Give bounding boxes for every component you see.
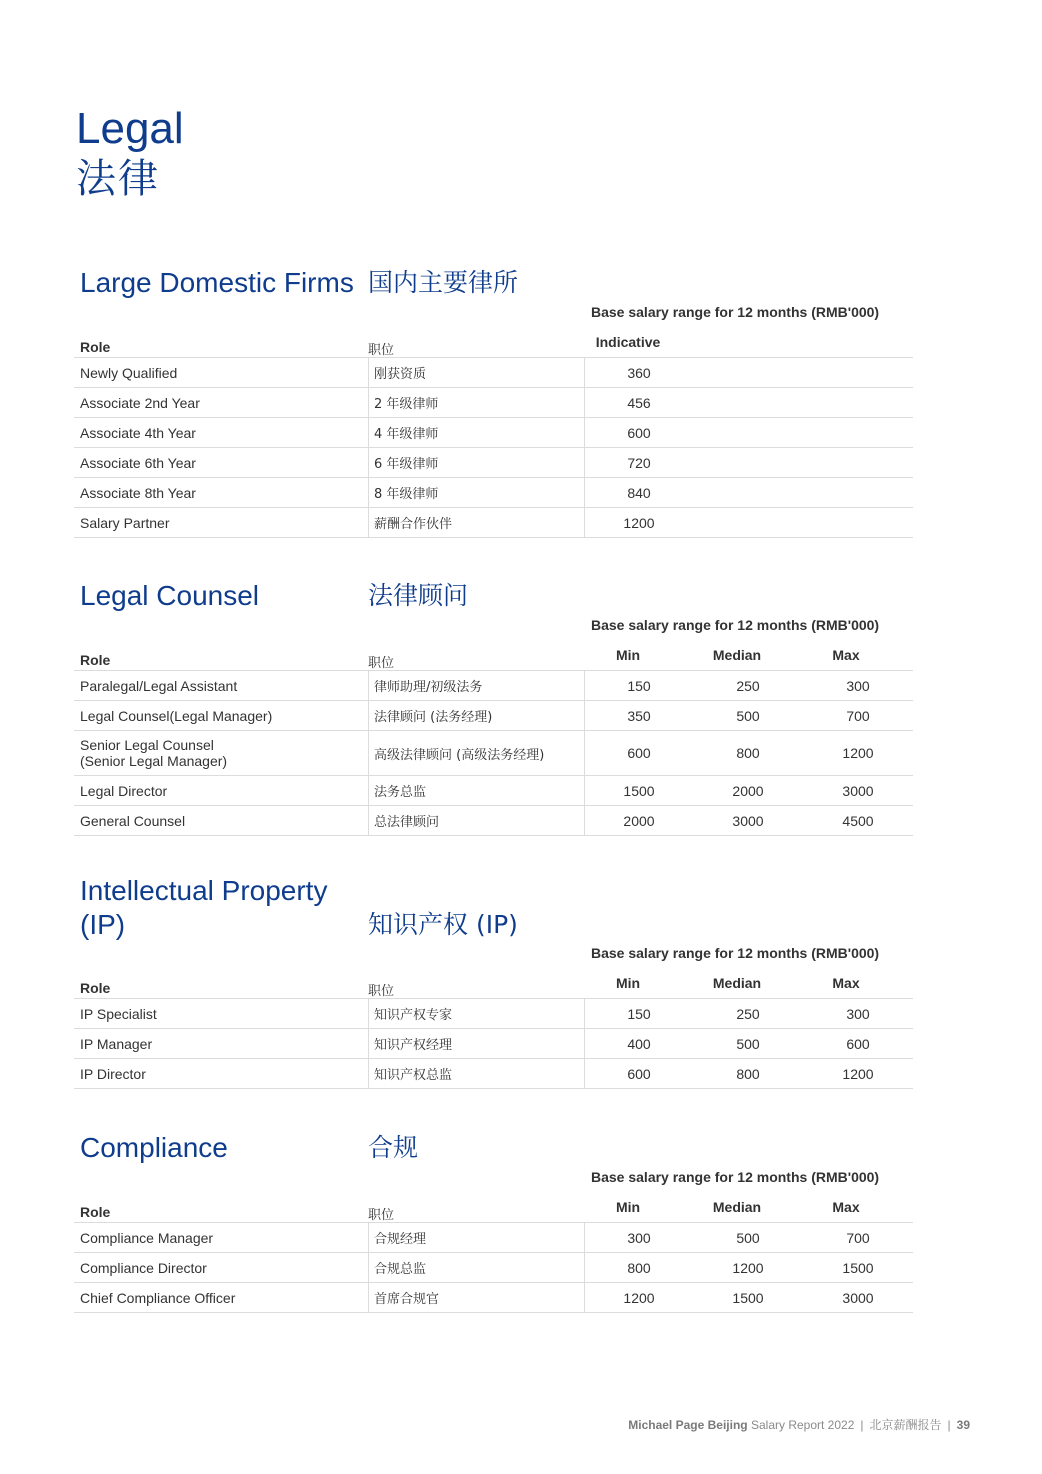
col-header-role: Role — [80, 1204, 111, 1220]
table-row — [74, 1223, 913, 1253]
median-cell: 500 — [693, 1029, 803, 1059]
table-row — [74, 999, 913, 1029]
footer-report: Salary Report 2022 — [750, 1418, 855, 1432]
min-cell: 600 — [585, 731, 694, 776]
indicative-cell: 600 — [585, 418, 694, 448]
salary-table — [74, 670, 913, 836]
role-cell: Legal Director — [74, 776, 369, 806]
median-cell: 800 — [693, 1059, 803, 1089]
min-cell: 350 — [585, 701, 694, 731]
role-zh-cell: 知识产权总监 — [369, 1059, 585, 1089]
role-zh-cell: 刚获资质 — [369, 358, 585, 388]
role-cell: Compliance Director — [74, 1253, 369, 1283]
table-row — [74, 731, 913, 776]
max-cell: 3000 — [803, 776, 913, 806]
max-cell: 300 — [803, 999, 913, 1029]
salary-table — [74, 357, 913, 538]
section-title-zh: 法律顾问 — [368, 581, 469, 610]
median-cell: 1500 — [693, 1283, 803, 1313]
table-row — [74, 508, 913, 538]
col-header-zh: 职位 — [368, 656, 395, 671]
max-cell: 1500 — [803, 1253, 913, 1283]
median-cell: 500 — [693, 1223, 803, 1253]
section-title-en — [80, 874, 327, 942]
median-cell: 1200 — [693, 1253, 803, 1283]
min-cell: 1500 — [585, 776, 694, 806]
role-cell: Paralegal/Legal Assistant — [74, 671, 369, 701]
section-title-en: Compliance — [80, 1132, 228, 1163]
table-row — [74, 418, 913, 448]
col-header-median: Median — [712, 975, 762, 991]
page-number: 39 — [956, 1418, 970, 1432]
role-zh-cell: 总法律顾问 — [369, 806, 585, 836]
table-row — [74, 1059, 913, 1089]
min-cell: 2000 — [585, 806, 694, 836]
median-cell: 3000 — [693, 806, 803, 836]
range-header: Base salary range for 12 months (RMB'000) — [591, 945, 880, 961]
table-row — [74, 776, 913, 806]
col-header-zh: 职位 — [368, 343, 395, 358]
median-cell: 800 — [693, 731, 803, 776]
footer-separator: | — [860, 1418, 864, 1432]
table-row — [74, 671, 913, 701]
role-cell: Compliance Manager — [74, 1223, 369, 1253]
min-cell: 600 — [585, 1059, 694, 1089]
col-header-max: Max — [832, 975, 860, 991]
role-zh-cell: 高级法律顾问 (高级法务经理) — [369, 731, 585, 776]
median-cell: 2000 — [693, 776, 803, 806]
max-cell: 600 — [803, 1029, 913, 1059]
median-cell: 250 — [693, 999, 803, 1029]
median-cell: 250 — [693, 671, 803, 701]
role-cell: Salary Partner — [74, 508, 369, 538]
indicative-cell: 840 — [585, 478, 694, 508]
page-title — [76, 104, 184, 204]
table-row — [74, 1029, 913, 1059]
table-row — [74, 1283, 913, 1313]
role-cell: Associate 8th Year — [74, 478, 369, 508]
role-zh-cell: 4 年级律师 — [369, 418, 585, 448]
min-cell: 150 — [585, 671, 694, 701]
col-header-role: Role — [80, 980, 111, 996]
section-title-zh: 合规 — [368, 1133, 419, 1162]
min-cell: 1200 — [585, 1283, 694, 1313]
table-row — [74, 358, 913, 388]
footer-brand: Michael Page Beijing — [628, 1418, 748, 1432]
section-title-en-line-1: Intellectual Property — [80, 875, 328, 906]
role-cell: Newly Qualified — [74, 358, 369, 388]
min-cell: 150 — [585, 999, 694, 1029]
role-cell: Associate 2nd Year — [74, 388, 369, 418]
col-header-median: Median — [712, 647, 762, 663]
role-zh-cell: 知识产权专家 — [369, 999, 585, 1029]
role-zh-cell: 合规总监 — [369, 1253, 585, 1283]
indicative-cell: 360 — [585, 358, 694, 388]
max-cell: 3000 — [803, 1283, 913, 1313]
role-zh-cell: 2 年级律师 — [369, 388, 585, 418]
max-cell: 300 — [803, 671, 913, 701]
col-header-zh: 职位 — [368, 984, 395, 999]
col-header-min: Min — [615, 647, 641, 663]
salary-table — [74, 1222, 913, 1313]
col-header-min: Min — [615, 1199, 641, 1215]
role-zh-cell: 6 年级律师 — [369, 448, 585, 478]
role-zh-cell: 知识产权经理 — [369, 1029, 585, 1059]
section-title-en-line-2: (IP) — [80, 909, 126, 940]
role-cell: Associate 4th Year — [74, 418, 369, 448]
col-header-zh: 职位 — [368, 1208, 395, 1223]
section-title-zh: 国内主要律所 — [368, 268, 519, 297]
page-footer — [628, 1416, 970, 1433]
section-title-zh: 知识产权 (IP) — [368, 910, 518, 939]
section-title-en: Large Domestic Firms — [80, 267, 354, 298]
role-cell — [74, 731, 369, 776]
col-header-min: Min — [615, 975, 641, 991]
role-cell: General Counsel — [74, 806, 369, 836]
max-cell: 4500 — [803, 806, 913, 836]
page-title-zh: 法律 — [76, 156, 160, 202]
max-cell: 700 — [803, 701, 913, 731]
range-header: Base salary range for 12 months (RMB'000) — [591, 617, 880, 633]
table-row — [74, 701, 913, 731]
role-zh-cell: 合规经理 — [369, 1223, 585, 1253]
col-header-max: Max — [832, 1199, 860, 1215]
table-row — [74, 806, 913, 836]
role-zh-cell: 首席合规官 — [369, 1283, 585, 1313]
footer-report-zh: 北京薪酬报告 — [869, 1418, 942, 1432]
table-row — [74, 388, 913, 418]
max-cell: 700 — [803, 1223, 913, 1253]
role-cell: Chief Compliance Officer — [74, 1283, 369, 1313]
min-cell: 400 — [585, 1029, 694, 1059]
salary-table — [74, 998, 913, 1089]
table-row — [74, 478, 913, 508]
role-zh-cell: 律师助理/初级法务 — [369, 671, 585, 701]
role-line-1: Senior Legal Counsel — [80, 737, 214, 753]
indicative-cell: 720 — [585, 448, 694, 478]
col-header-role: Role — [80, 339, 111, 355]
range-header: Base salary range for 12 months (RMB'000) — [591, 304, 880, 320]
range-header: Base salary range for 12 months (RMB'000) — [591, 1169, 880, 1185]
min-cell: 800 — [585, 1253, 694, 1283]
role-zh-cell: 法律顾问 (法务经理) — [369, 701, 585, 731]
role-cell: IP Specialist — [74, 999, 369, 1029]
median-cell: 500 — [693, 701, 803, 731]
section-title-en: Legal Counsel — [80, 580, 260, 611]
role-zh-cell: 法务总监 — [369, 776, 585, 806]
min-cell: 300 — [585, 1223, 694, 1253]
page-title-en: Legal — [76, 104, 184, 153]
footer-separator: | — [947, 1418, 951, 1432]
table-row — [74, 1253, 913, 1283]
role-cell: Legal Counsel(Legal Manager) — [74, 701, 369, 731]
role-zh-cell: 8 年级律师 — [369, 478, 585, 508]
indicative-cell: 1200 — [585, 508, 694, 538]
col-header-median: Median — [712, 1199, 762, 1215]
role-cell: IP Manager — [74, 1029, 369, 1059]
col-header-indicative: Indicative — [595, 334, 661, 350]
col-header-max: Max — [832, 647, 860, 663]
max-cell: 1200 — [803, 1059, 913, 1089]
indicative-cell: 456 — [585, 388, 694, 418]
role-line-2: (Senior Legal Manager) — [80, 753, 228, 769]
table-row — [74, 448, 913, 478]
role-cell: IP Director — [74, 1059, 369, 1089]
role-cell: Associate 6th Year — [74, 448, 369, 478]
role-zh-cell: 薪酬合作伙伴 — [369, 508, 585, 538]
max-cell: 1200 — [803, 731, 913, 776]
col-header-role: Role — [80, 652, 111, 668]
